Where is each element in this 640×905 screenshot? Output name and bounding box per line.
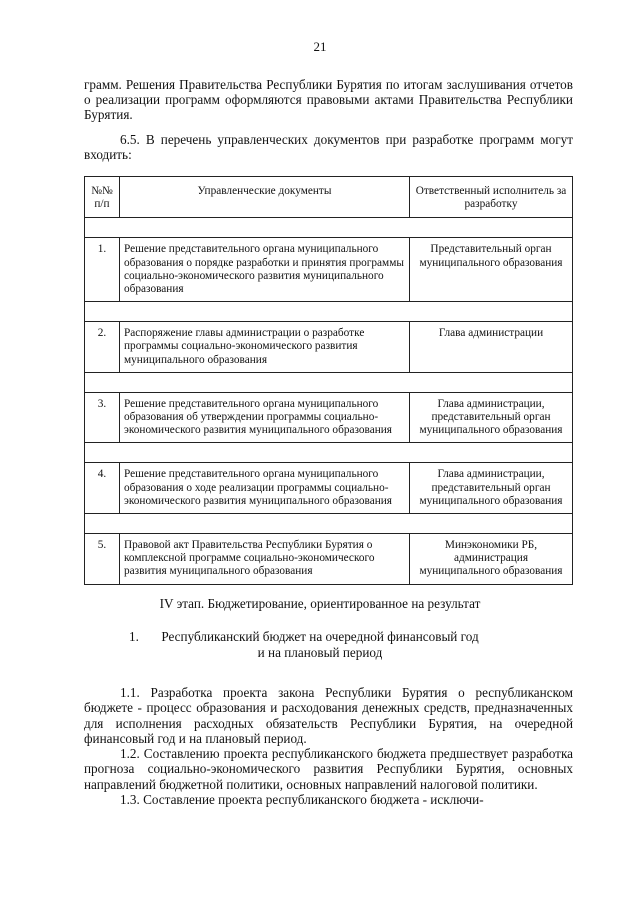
- row-document: Решение представительного органа муниципального образования о порядке разработки и принятия программы социально-экономического развития муниципального образования: [120, 238, 410, 302]
- row-gap: [85, 514, 573, 534]
- budget-heading-line2: и на плановый период: [257, 645, 383, 660]
- budget-heading-number: 1.: [129, 629, 139, 644]
- paragraph-1-1: 1.1. Разработка проекта закона Республики Бурятия о республиканском бюджете - процесс образования и расходования денежных средств, предназначенных для исполнения расходных обязательств Республики Бурятия, на очередной финансовый год и на плановый период.: [84, 685, 573, 746]
- budget-paragraphs: [84, 685, 573, 807]
- budget-heading: [0, 629, 640, 661]
- table-row: [85, 392, 573, 443]
- row-document: Правовой акт Правительства Республики Бурятия о комплексной программе социально-экономического развития муниципального образования: [120, 534, 410, 585]
- management-documents-table: [84, 176, 573, 585]
- row-number: 1.: [85, 238, 120, 302]
- row-number: 3.: [85, 392, 120, 443]
- row-gap: [85, 302, 573, 322]
- row-responsible: Представительный орган муниципального образования: [410, 238, 573, 302]
- table-row: [85, 238, 573, 302]
- row-gap: [85, 218, 573, 238]
- row-responsible: Минэкономики РБ, администрация муниципального образования: [410, 534, 573, 585]
- row-responsible: Глава администрации, представительный орган муниципального образования: [410, 392, 573, 443]
- header-responsible: Ответственный исполнитель за разработку: [410, 177, 573, 218]
- row-gap: [85, 443, 573, 463]
- row-responsible: Глава администрации: [410, 322, 573, 373]
- row-document: Решение представительного органа муниципального образования о ходе реализации программы социально-экономического развития муниципального образования: [120, 463, 410, 514]
- budget-heading-line1: Республиканский бюджет на очередной финансовый год: [161, 629, 479, 644]
- row-responsible: Глава администрации, представительный орган муниципального образования: [410, 463, 573, 514]
- row-document: Распоряжение главы администрации о разработке программы социально-экономического развития муниципального образования: [120, 322, 410, 373]
- row-gap: [85, 372, 573, 392]
- table-header-row: [85, 177, 573, 218]
- page-number: 21: [313, 39, 327, 54]
- table-row: [85, 463, 573, 514]
- row-number: 4.: [85, 463, 120, 514]
- header-number: №№ п/п: [85, 177, 120, 218]
- table-row: [85, 534, 573, 585]
- stage-heading: IV этап. Бюджетирование, ориентированное на результат: [159, 596, 481, 611]
- paragraph-6-5: 6.5. В перечень управленческих документов при разработке программ могут входить:: [84, 132, 573, 163]
- table-row: [85, 322, 573, 373]
- row-number: 5.: [85, 534, 120, 585]
- intro-paragraph: грамм. Решения Правительства Республики Бурятия по итогам заслушивания отчетов о реализации программ оформляются правовыми актами Правительства Республики Бурятия.: [84, 77, 573, 123]
- paragraph-1-2: 1.2. Составлению проекта республиканского бюджета предшествует разработка прогноза социально-экономического развития Республики Бурятия, основных направлений бюджетной политики, основных направлений налоговой политики.: [84, 746, 573, 792]
- header-document: Управленческие документы: [120, 177, 410, 218]
- row-document: Решение представительного органа муниципального образования об утверждении программы социально-экономического развития муниципального образования: [120, 392, 410, 443]
- paragraph-1-3: 1.3. Составление проекта республиканского бюджета - исключи-: [120, 792, 484, 808]
- row-number: 2.: [85, 322, 120, 373]
